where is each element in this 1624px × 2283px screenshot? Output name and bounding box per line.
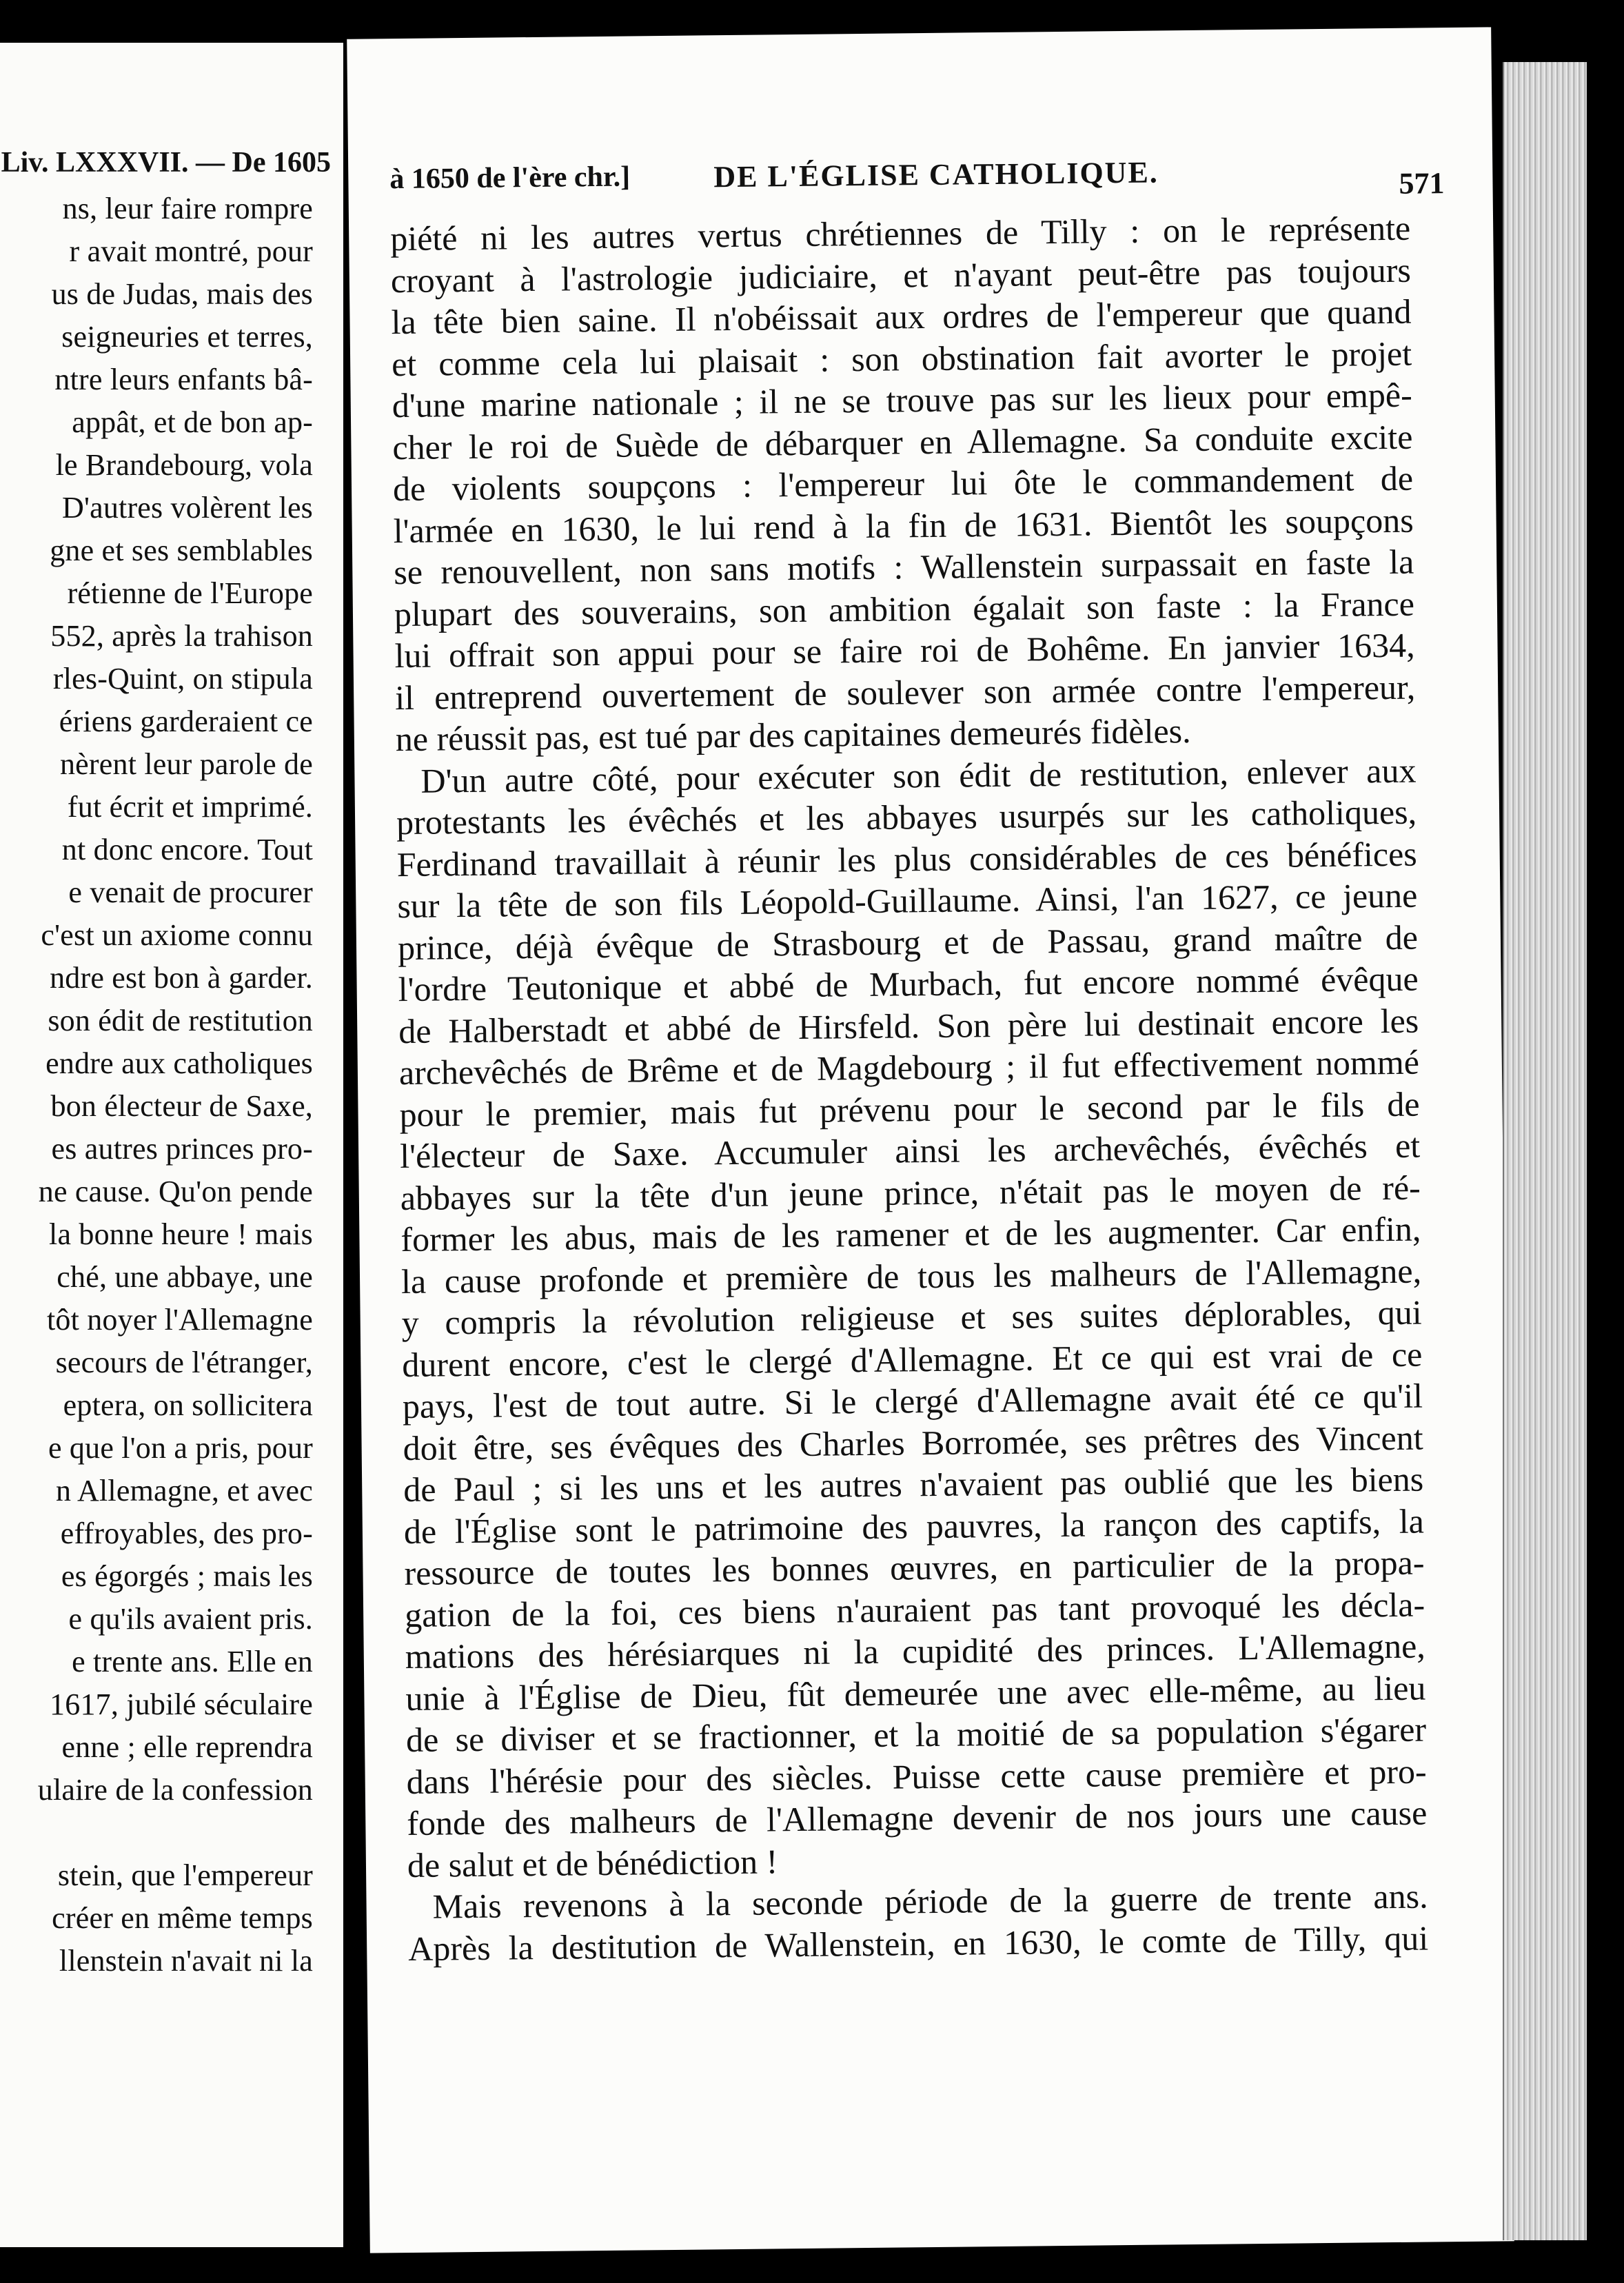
left-text-line: e venait de procurer [68, 875, 313, 909]
body-text-line: l'armée en 1630, le lui rend à la fin de 1631. Bientôt les soupçons [393, 500, 1414, 550]
left-text-line: ériens garderaient ce [59, 704, 313, 738]
left-text-line: ne cause. Qu'on pende [38, 1175, 313, 1208]
left-text-line: r avait montré, pour [69, 234, 313, 268]
left-text-line: es autres princes pro- [51, 1132, 313, 1166]
left-text-line: son édit de restitution [48, 1004, 313, 1037]
body-text-line: se renouvellent, non sans motifs : Wallenstein surpassait en faste la [394, 542, 1414, 592]
left-text-line: stein, que l'empereur [57, 1858, 313, 1892]
left-text-line: us de Judas, mais des [51, 277, 313, 311]
body-text-line: doit être, ses évêques des Charles Borromée, ses prêtres des Vincent [403, 1418, 1423, 1468]
body-text-line: de se diviser et se fractionner, et la moitié de sa population s'égarer [405, 1709, 1427, 1760]
body-text-line: piété ni les autres vertus chrétiennes de Tilly : on le représente [389, 208, 1411, 258]
left-text-line: ché, une abbaye, une [57, 1260, 313, 1294]
body-text-line: mations des hérésiarques ni la cupidité des princes. L'Allemagne, [405, 1626, 1426, 1676]
left-text-line: fut écrit et imprimé. [67, 790, 313, 824]
body-text-line: d'une marine nationale ; il ne se trouve pas sur les lieux pour empê- [392, 375, 1413, 425]
left-text-line: gne et ses semblables [50, 534, 313, 567]
body-text-line: de violents soupçons : l'empereur lui ôte le commandement de [392, 458, 1414, 509]
body-text-line: unie à l'Église de Dieu, fût demeurée une avec elle-même, au lieu [405, 1668, 1426, 1718]
left-text-line: appât, et de bon ap- [72, 405, 313, 439]
body-text-line: Mais revenons à la seconde période de la guerre de trente ans. [432, 1876, 1428, 1926]
previous-page [0, 43, 345, 2247]
body-text-line: prince, déjà évêque de Strasbourg et de Passau, grand maître de [397, 917, 1419, 967]
body-text-line: cher le roi de Suède de débarquer en Allemagne. Sa conduite excite [392, 417, 1413, 467]
body-text-line: de salut et de bénédiction ! [407, 1841, 778, 1885]
left-text-line: 552, après la trahison [50, 619, 313, 653]
left-text-line: nt donc encore. Tout [61, 833, 313, 866]
page-body [390, 207, 1429, 1969]
book-page-edges [1503, 62, 1587, 2240]
left-text-line: nèrent leur parole de [59, 747, 313, 781]
body-text-line: D'un autre côté, pour exécuter son édit de restitution, enlever aux [420, 751, 1417, 800]
left-text-line: 1617, jubilé séculaire [50, 1687, 313, 1721]
left-text-line: rles-Quint, on stipula [52, 662, 313, 696]
body-text-line: pour le premier, mais fut prévenu pour le second par le fils de [399, 1084, 1420, 1134]
body-text-line: la tête bien saine. Il n'obéissait aux ordres de l'empereur que quand [391, 292, 1412, 342]
body-text-line: y compris la révolution religieuse et ses suites déplorables, qui [401, 1292, 1422, 1343]
left-text-line: rétienne de l'Europe [67, 576, 313, 610]
body-text-line: de l'Église sont le patrimoine des pauvres, la rançon des captifs, la [403, 1501, 1425, 1551]
body-text-line: Après la destitution de Wallenstein, en 1630, le comte de Tilly, qui [407, 1918, 1429, 1968]
left-text-line: bon électeur de Saxe, [50, 1089, 313, 1123]
body-text-line: l'ordre Teutonique et abbé de Murbach, fut encore nommé évêque [398, 959, 1419, 1009]
page-header [389, 152, 1445, 204]
body-text-line: Ferdinand travaillait à réunir les plus considérables de ces bénéfices [396, 834, 1417, 884]
left-text-line: créer en même temps [52, 1901, 313, 1935]
left-text-line: e qu'ils avaient pris. [68, 1602, 313, 1636]
body-text-line: archevêchés de Brême et de Magdebourg ; il fut effectivement nommé [398, 1042, 1420, 1093]
left-running-head: Liv. LXXXVII. — De 1605 [1, 147, 331, 179]
page-number: 571 [1399, 166, 1445, 201]
left-text-line: tôt noyer l'Allemagne [46, 1303, 313, 1337]
current-page [347, 27, 1514, 2253]
body-text-line: il entreprend ouvertement de soulever son armée contre l'empereur, [394, 667, 1416, 717]
left-text-line: ntre leurs enfants bâ- [54, 363, 313, 396]
left-text-line: enne ; elle reprendra [61, 1730, 313, 1764]
body-text-line: plupart des souverains, son ambition égalait son faste : la France [394, 584, 1415, 633]
body-text-line: durent encore, c'est le clergé d'Allemagne. Et ce qui est vrai de ce [402, 1335, 1423, 1384]
left-text-line: la bonne heure ! mais [49, 1217, 313, 1251]
body-text-line: croyant à l'astrologie judiciaire, et n'ayant peut-être pas toujours [390, 250, 1412, 300]
left-text-line: n Allemagne, et avec [56, 1474, 313, 1508]
left-text-line: le Brandebourg, vola [55, 448, 313, 482]
body-text-line: de Paul ; si les uns et les autres n'avaient pas oublié que les biens [403, 1459, 1424, 1510]
body-text-line: de Halberstadt et abbé de Hirsfeld. Son père lui destinait encore les [398, 1001, 1419, 1051]
body-text-line: ressource de toutes les bonnes œuvres, en particulier de la propa- [404, 1543, 1425, 1593]
running-head-title: DE L'ÉGLISE CATHOLIQUE. [713, 155, 1159, 194]
left-text-line: e trente ans. Elle en [72, 1645, 313, 1678]
left-text-line: llenstein n'avait ni la [59, 1944, 313, 1978]
body-text-line: sur la tête de son fils Léopold-Guillaume. Ainsi, l'an 1627, ce jeune [397, 875, 1418, 926]
body-text-line: protestants les évêchés et les abbayes usurpés sur les catholiques, [396, 792, 1417, 842]
left-text-line: endre aux catholiques [45, 1046, 313, 1080]
left-text-line: ns, leur faire rompre [62, 192, 313, 225]
body-text-line: ne réussit pas, est tué par des capitaines demeurés fidèles. [395, 711, 1191, 759]
body-text-line: gation de la foi, ces biens n'auraient pas tant provoqué les décla- [404, 1585, 1425, 1634]
body-text-line: pays, l'est de tout autre. Si le clergé d'Allemagne avait été ce qu'il [402, 1376, 1423, 1426]
left-text-line: e que l'on a pris, pour [48, 1431, 313, 1465]
running-head-dates: à 1650 de l'ère chr.] [389, 161, 631, 196]
left-text-line: secours de l'étranger, [55, 1346, 313, 1379]
body-text-line: lui offrait son appui pour se faire roi de Bohême. En janvier 1634, [394, 625, 1415, 676]
left-text-line: effroyables, des pro- [60, 1516, 313, 1550]
body-text-line: abbayes sur la tête d'un jeune prince, n'était pas le moyen de ré- [400, 1168, 1421, 1217]
body-text-line: dans l'hérésie pour des siècles. Puisse cette cause première et pro- [406, 1752, 1427, 1801]
left-text-line: D'autres volèrent les [62, 491, 313, 525]
body-text-line: l'électeur de Saxe. Accumuler ainsi les archevêchés, évêchés et [399, 1126, 1421, 1176]
left-text-line: seigneuries et terres, [61, 320, 313, 354]
left-text-line: ndre est bon à garder. [50, 961, 313, 995]
body-text-line: la cause profonde et première de tous les malheurs de l'Allemagne, [400, 1251, 1422, 1301]
left-text-line: eptera, on sollicitera [63, 1388, 313, 1422]
left-text-line: es égorgés ; mais les [61, 1559, 313, 1593]
body-text-line: former les abus, mais de les ramener et de les augmenter. Car enfin, [400, 1209, 1421, 1259]
body-text-line: et comme cela lui plaisait : son obstination fait avorter le projet [391, 334, 1412, 383]
left-text-line: c'est un axiome connu [41, 918, 313, 952]
body-text-line: fonde des malheurs de l'Allemagne devenir de nos jours une cause [407, 1793, 1428, 1843]
left-text-line: ulaire de la confession [37, 1773, 313, 1807]
